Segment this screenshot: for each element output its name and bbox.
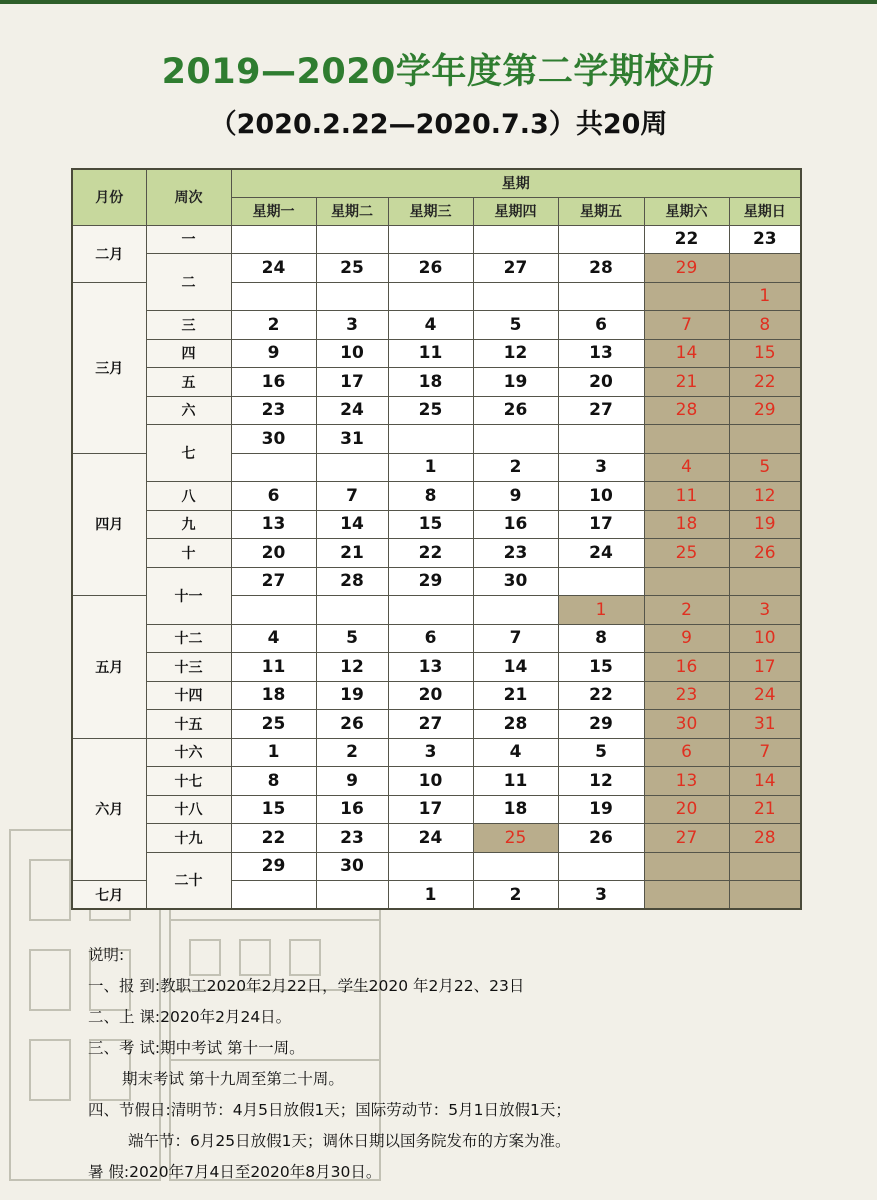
day-cell: 22 — [558, 681, 644, 710]
day-cell — [558, 852, 644, 881]
day-cell: 12 — [316, 653, 388, 682]
weekend-cell — [729, 852, 801, 881]
day-cell — [473, 225, 558, 254]
month-header: 月份 — [72, 169, 146, 225]
weekday-header: 星期一 — [231, 197, 316, 225]
weekend-cell: 29 — [644, 254, 729, 283]
week-cell: 十五 — [146, 710, 231, 739]
day-cell: 4 — [473, 738, 558, 767]
day-cell: 17 — [388, 795, 473, 824]
day-cell — [388, 282, 473, 311]
day-cell: 25 — [316, 254, 388, 283]
weekend-cell: 14 — [729, 767, 801, 796]
day-cell: 4 — [388, 311, 473, 340]
note-classes-start: 二、上 课:2020年2月24日。 — [88, 1008, 292, 1026]
week-cell: 十八 — [146, 795, 231, 824]
weekend-cell: 7 — [729, 738, 801, 767]
weekend-cell: 3 — [729, 596, 801, 625]
note-dragon-boat: 端午节：6月25日放假1天；调休日期以国务院发布的方案为准。 — [128, 1132, 571, 1150]
weekend-cell: 26 — [729, 539, 801, 568]
day-cell — [231, 596, 316, 625]
day-cell: 3 — [388, 738, 473, 767]
day-cell: 9 — [473, 482, 558, 511]
day-cell: 17 — [558, 510, 644, 539]
weekend-cell: 9 — [644, 624, 729, 653]
day-cell: 12 — [473, 339, 558, 368]
day-cell: 20 — [231, 539, 316, 568]
day-cell — [231, 881, 316, 910]
weekend-cell: 27 — [644, 824, 729, 853]
day-cell — [316, 225, 388, 254]
day-cell: 5 — [473, 311, 558, 340]
weekend-cell: 10 — [729, 624, 801, 653]
day-cell: 25 — [388, 396, 473, 425]
day-cell: 20 — [388, 681, 473, 710]
holiday-cell: 25 — [473, 824, 558, 853]
weekend-cell — [644, 282, 729, 311]
week-cell: 四 — [146, 339, 231, 368]
day-cell: 10 — [558, 482, 644, 511]
day-cell: 9 — [316, 767, 388, 796]
weekend-cell: 5 — [729, 453, 801, 482]
day-cell — [388, 852, 473, 881]
page-subtitle: （2020.2.22—2020.7.3）共20周 — [209, 109, 668, 140]
day-cell: 16 — [316, 795, 388, 824]
day-cell: 18 — [231, 681, 316, 710]
page-title: 2019—2020学年度第二学期校历 — [161, 52, 716, 92]
weekend-cell: 17 — [729, 653, 801, 682]
day-cell: 23 — [473, 539, 558, 568]
weekend-cell: 19 — [729, 510, 801, 539]
month-cell: 六月 — [72, 738, 146, 881]
note-final-exams: 期末考试 第十九周至第二十周。 — [122, 1070, 344, 1088]
day-cell — [558, 425, 644, 454]
day-cell: 27 — [388, 710, 473, 739]
weekday-header: 星期日 — [729, 197, 801, 225]
day-cell: 22 — [231, 824, 316, 853]
weekend-cell: 25 — [644, 539, 729, 568]
day-cell — [231, 453, 316, 482]
day-cell — [473, 425, 558, 454]
week-cell: 十 — [146, 539, 231, 568]
day-cell — [316, 596, 388, 625]
day-cell: 30 — [473, 567, 558, 596]
day-cell: 18 — [388, 368, 473, 397]
weekend-cell: 23 — [644, 681, 729, 710]
day-cell — [316, 881, 388, 910]
day-cell: 22 — [388, 539, 473, 568]
weekend-cell: 31 — [729, 710, 801, 739]
day-cell: 3 — [316, 311, 388, 340]
weekend-cell — [644, 852, 729, 881]
day-cell: 29 — [558, 710, 644, 739]
day-cell — [388, 596, 473, 625]
day-cell: 13 — [558, 339, 644, 368]
day-cell: 11 — [473, 767, 558, 796]
weekend-cell: 6 — [644, 738, 729, 767]
day-cell: 28 — [558, 254, 644, 283]
weekend-cell: 8 — [729, 311, 801, 340]
holiday-cell: 1 — [558, 596, 644, 625]
month-cell: 七月 — [72, 881, 146, 910]
week-cell: 三 — [146, 311, 231, 340]
week-cell: 一 — [146, 225, 231, 254]
weekday-header: 星期二 — [316, 197, 388, 225]
day-cell — [316, 282, 388, 311]
weekend-cell — [729, 254, 801, 283]
day-cell — [473, 852, 558, 881]
day-cell: 20 — [558, 368, 644, 397]
month-cell: 四月 — [72, 453, 146, 596]
day-cell: 8 — [231, 767, 316, 796]
day-cell: 15 — [558, 653, 644, 682]
weekend-cell: 7 — [644, 311, 729, 340]
day-cell: 23 — [316, 824, 388, 853]
day-cell: 6 — [558, 311, 644, 340]
weekend-cell: 14 — [644, 339, 729, 368]
day-cell: 1 — [231, 738, 316, 767]
day-cell: 13 — [231, 510, 316, 539]
day-cell: 27 — [558, 396, 644, 425]
month-cell: 五月 — [72, 596, 146, 739]
day-cell: 13 — [388, 653, 473, 682]
day-cell: 15 — [388, 510, 473, 539]
day-cell — [558, 282, 644, 311]
day-cell: 10 — [316, 339, 388, 368]
weekend-cell: 21 — [729, 795, 801, 824]
week-cell: 十四 — [146, 681, 231, 710]
day-cell: 6 — [388, 624, 473, 653]
day-cell: 2 — [473, 453, 558, 482]
weekday-header: 星期六 — [644, 197, 729, 225]
day-cell: 27 — [473, 254, 558, 283]
day-cell: 6 — [231, 482, 316, 511]
weekend-cell: 12 — [729, 482, 801, 511]
day-cell: 22 — [644, 225, 729, 254]
day-cell: 2 — [473, 881, 558, 910]
weekend-cell: 13 — [644, 767, 729, 796]
weekend-cell: 15 — [729, 339, 801, 368]
week-cell: 七 — [146, 425, 231, 482]
day-cell — [231, 225, 316, 254]
day-cell: 23 — [231, 396, 316, 425]
day-cell: 31 — [316, 425, 388, 454]
week-cell: 五 — [146, 368, 231, 397]
weekday-header: 星期五 — [558, 197, 644, 225]
notes-section — [88, 940, 848, 1188]
weekend-cell — [644, 881, 729, 910]
month-cell: 三月 — [72, 282, 146, 453]
day-cell: 14 — [316, 510, 388, 539]
weekend-cell: 1 — [729, 282, 801, 311]
day-cell: 10 — [388, 767, 473, 796]
day-cell: 19 — [473, 368, 558, 397]
weekend-cell: 2 — [644, 596, 729, 625]
weekend-cell: 16 — [644, 653, 729, 682]
day-cell — [388, 425, 473, 454]
day-cell — [558, 567, 644, 596]
weekend-cell: 11 — [644, 482, 729, 511]
top-border — [0, 0, 877, 4]
day-cell: 26 — [473, 396, 558, 425]
note-summer-break: 暑 假:2020年7月4日至2020年8月30日。 — [88, 1163, 382, 1181]
day-cell: 8 — [388, 482, 473, 511]
day-cell: 26 — [558, 824, 644, 853]
day-cell — [473, 282, 558, 311]
weekday-header: 星期三 — [388, 197, 473, 225]
day-cell: 11 — [388, 339, 473, 368]
notes-heading: 说明: — [88, 946, 125, 964]
day-cell — [231, 282, 316, 311]
weekend-cell — [644, 567, 729, 596]
weekend-cell: 24 — [729, 681, 801, 710]
day-cell: 8 — [558, 624, 644, 653]
day-cell: 21 — [473, 681, 558, 710]
week-cell: 十三 — [146, 653, 231, 682]
day-cell: 12 — [558, 767, 644, 796]
week-cell: 十二 — [146, 624, 231, 653]
weekend-cell: 4 — [644, 453, 729, 482]
day-cell: 1 — [388, 453, 473, 482]
note-exams: 三、考 试:期中考试 第十一周。 — [88, 1039, 305, 1057]
day-cell — [558, 225, 644, 254]
day-cell: 25 — [231, 710, 316, 739]
weekend-cell — [729, 425, 801, 454]
note-holidays: 四、节假日:清明节：4月5日放假1天；国际劳动节：5月1日放假1天； — [88, 1101, 571, 1119]
day-cell: 19 — [558, 795, 644, 824]
week-cell: 六 — [146, 396, 231, 425]
week-header: 周次 — [146, 169, 231, 225]
day-cell: 16 — [473, 510, 558, 539]
day-cell: 7 — [316, 482, 388, 511]
day-cell — [473, 596, 558, 625]
day-cell: 28 — [316, 567, 388, 596]
week-cell: 十一 — [146, 567, 231, 624]
day-cell: 28 — [473, 710, 558, 739]
weekday-group-header: 星期 — [231, 169, 801, 197]
week-cell: 九 — [146, 510, 231, 539]
weekend-cell — [644, 425, 729, 454]
day-cell: 29 — [388, 567, 473, 596]
weekend-cell: 22 — [729, 368, 801, 397]
day-cell: 15 — [231, 795, 316, 824]
day-cell — [388, 225, 473, 254]
day-cell: 30 — [316, 852, 388, 881]
day-cell: 5 — [558, 738, 644, 767]
day-cell: 26 — [388, 254, 473, 283]
week-cell: 八 — [146, 482, 231, 511]
day-cell: 24 — [231, 254, 316, 283]
day-cell: 5 — [316, 624, 388, 653]
day-cell: 2 — [231, 311, 316, 340]
day-cell: 16 — [231, 368, 316, 397]
day-cell: 19 — [316, 681, 388, 710]
day-cell: 17 — [316, 368, 388, 397]
week-cell: 二十 — [146, 852, 231, 909]
week-cell: 十六 — [146, 738, 231, 767]
day-cell: 29 — [231, 852, 316, 881]
week-cell: 十九 — [146, 824, 231, 853]
week-cell: 十七 — [146, 767, 231, 796]
weekend-cell: 29 — [729, 396, 801, 425]
day-cell: 3 — [558, 881, 644, 910]
day-cell: 24 — [558, 539, 644, 568]
month-cell: 二月 — [72, 225, 146, 282]
weekend-cell — [729, 567, 801, 596]
day-cell: 26 — [316, 710, 388, 739]
day-cell: 27 — [231, 567, 316, 596]
day-cell: 24 — [388, 824, 473, 853]
weekday-header: 星期四 — [473, 197, 558, 225]
day-cell: 1 — [388, 881, 473, 910]
day-cell: 14 — [473, 653, 558, 682]
day-cell: 9 — [231, 339, 316, 368]
weekend-cell: 30 — [644, 710, 729, 739]
weekend-cell: 21 — [644, 368, 729, 397]
day-cell — [316, 453, 388, 482]
weekend-cell: 18 — [644, 510, 729, 539]
day-cell: 21 — [316, 539, 388, 568]
day-cell: 3 — [558, 453, 644, 482]
weekend-cell — [729, 881, 801, 910]
day-cell: 2 — [316, 738, 388, 767]
day-cell: 4 — [231, 624, 316, 653]
day-cell: 11 — [231, 653, 316, 682]
day-cell: 24 — [316, 396, 388, 425]
weekend-cell: 28 — [644, 396, 729, 425]
day-cell: 30 — [231, 425, 316, 454]
week-cell: 二 — [146, 254, 231, 311]
day-cell: 23 — [729, 225, 801, 254]
weekend-cell: 28 — [729, 824, 801, 853]
note-registration: 一、报 到:教职工2020年2月22日，学生2020 年2月22、23日 — [88, 977, 525, 995]
day-cell: 7 — [473, 624, 558, 653]
day-cell: 18 — [473, 795, 558, 824]
weekend-cell: 20 — [644, 795, 729, 824]
calendar-table — [71, 168, 802, 910]
